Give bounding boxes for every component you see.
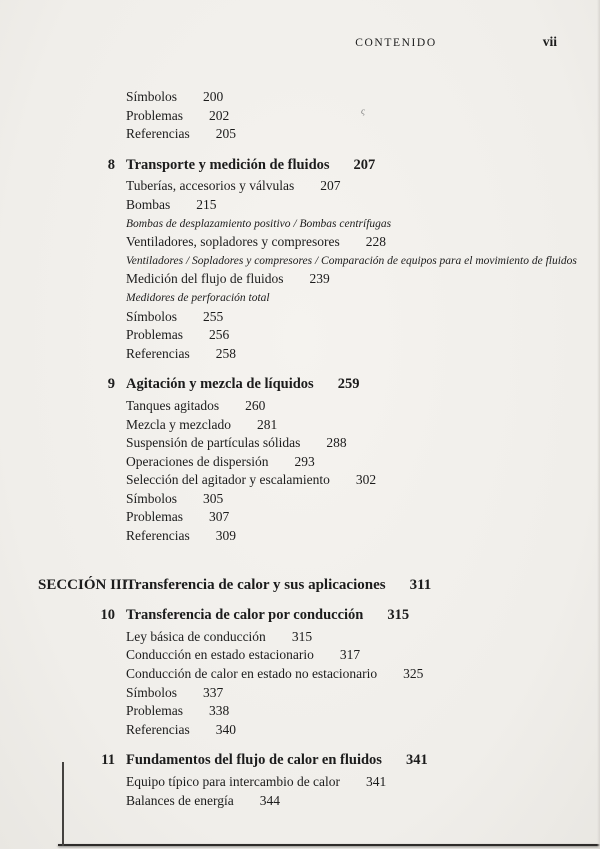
toc-entry-page-number: 340 xyxy=(215,721,236,737)
toc-chapter-number: 9 xyxy=(107,376,115,393)
toc-entry-page-number: 260 xyxy=(245,397,266,413)
toc-row-item xyxy=(0,628,600,647)
toc-row-item xyxy=(0,397,600,416)
toc-entry-label: Medición del flujo de fluidos xyxy=(126,271,284,287)
toc-entry-page-number: 258 xyxy=(215,345,236,361)
page-header-title: CONTENIDO xyxy=(355,37,437,49)
toc-entry-page-number: 315 xyxy=(387,607,410,624)
toc-entry-label: Ley básica de conducción xyxy=(126,628,266,644)
toc-row-item xyxy=(0,233,600,252)
toc-row-item xyxy=(0,345,600,364)
toc-entry-page-number: 228 xyxy=(365,234,386,250)
toc-row-chapter xyxy=(0,751,600,770)
toc-row-chapter xyxy=(0,375,600,394)
scan-bottom-edge-line xyxy=(58,844,600,846)
toc-row-item xyxy=(0,684,600,703)
toc-entry-label: Fundamentos del flujo de calor en fluidos xyxy=(126,752,382,769)
toc-entry-page-number: 302 xyxy=(355,472,377,488)
toc-entry-label: Mezcla y mezclado xyxy=(126,416,231,432)
toc-entry-label: Bombas xyxy=(126,196,171,212)
toc-chapter-number: 11 xyxy=(101,752,115,769)
toc-row-item xyxy=(0,471,600,490)
toc-row-item xyxy=(0,665,600,684)
toc-entry-label: Referencias xyxy=(126,345,190,361)
toc-entry-label: Tanques agitados xyxy=(126,397,220,413)
toc-entry-label: Conducción de calor en estado no estacionario xyxy=(126,666,378,682)
toc-entry-label: Problemas xyxy=(126,107,183,123)
toc-entry-page-number: 288 xyxy=(326,435,347,451)
toc-entry-page-number: 341 xyxy=(366,774,387,789)
toc-entry-label: Transferencia de calor por conducción xyxy=(126,607,364,624)
toc-entry-label: Referencias xyxy=(126,721,190,737)
toc-entry-page-number: 215 xyxy=(196,196,217,212)
page-number: vii xyxy=(542,34,557,49)
toc-entry-label: Símbolos xyxy=(126,308,178,324)
toc-entry-label: Referencias xyxy=(126,528,190,544)
toc-entry-page-number: 337 xyxy=(203,684,224,700)
toc-entry-label: Medidores de perforación total xyxy=(126,291,270,304)
toc-row-item xyxy=(0,721,600,740)
toc-entry-label: Símbolos xyxy=(126,89,178,104)
toc-entry-page-number: 307 xyxy=(209,509,230,525)
toc-entry-label: Balances de energía xyxy=(126,792,234,808)
toc-entry-label: Agitación y mezcla de líquidos xyxy=(126,376,314,393)
toc-row-item xyxy=(0,508,600,527)
toc-entry-page-number: 311 xyxy=(409,576,432,593)
toc-entry-label: Problemas xyxy=(126,327,183,343)
toc-section-number: SECCIÓN III xyxy=(38,576,128,593)
toc-row-item xyxy=(0,490,600,509)
toc-row-item xyxy=(0,646,600,665)
toc-entry-page-number: 341 xyxy=(405,752,428,769)
toc-row-item xyxy=(0,308,600,327)
toc-entry-label: Ventiladores, sopladores y compresores xyxy=(126,234,340,250)
toc-entry-page-number: 293 xyxy=(294,453,315,469)
toc-entry-label: Equipo típico para intercambio de calor xyxy=(126,774,341,789)
toc-row-chapter xyxy=(0,606,600,625)
toc-entry-label: Conducción en estado estacionario xyxy=(126,647,314,663)
toc-entry-label: Ventiladores / Sopladores y compresores / Comparación de equipos para el movimiento de fluidos xyxy=(126,254,577,267)
toc-entry-page-number: 207 xyxy=(320,178,341,194)
toc-entry-page-number: 207 xyxy=(353,156,376,173)
toc-chapter-number: 10 xyxy=(100,607,115,624)
toc-entry-label: Problemas xyxy=(126,703,183,719)
toc-entry-page-number: 259 xyxy=(337,376,360,393)
scan-left-edge-line xyxy=(62,762,64,846)
toc-entry-page-number: 309 xyxy=(215,528,236,544)
toc-entry-page-number: 255 xyxy=(203,308,224,324)
toc-entry-label: Referencias xyxy=(126,126,190,142)
toc-row-item xyxy=(0,773,600,792)
toc-entry-label: Símbolos xyxy=(126,684,178,700)
toc-entry-page-number: 281 xyxy=(256,416,278,432)
toc-row-item xyxy=(0,196,600,215)
toc-chapter-number: 8 xyxy=(107,156,115,173)
toc-entry-page-number: 200 xyxy=(203,89,224,104)
toc-entry-page-number: 325 xyxy=(403,666,424,682)
toc-entry-label: Tuberías, accesorios y válvulas xyxy=(126,178,295,194)
toc-row-italic xyxy=(0,252,600,271)
toc-entry-page-number: 202 xyxy=(209,107,230,123)
toc-row-chapter xyxy=(0,156,600,175)
toc-row-item xyxy=(0,434,600,453)
toc-entry-page-number: 256 xyxy=(209,327,230,343)
toc-entry-label: Bombas de desplazamiento positivo / Bombas centrífugas xyxy=(126,217,392,230)
toc-row-item xyxy=(0,527,600,546)
running-head xyxy=(0,34,557,50)
toc-entry-page-number: 344 xyxy=(259,792,280,808)
toc-row-item xyxy=(0,416,600,435)
toc-entry-label: Transferencia de calor y sus aplicaciones xyxy=(126,576,386,593)
toc-row-item xyxy=(0,88,600,107)
toc-entry-page-number: 315 xyxy=(291,628,313,644)
toc-row-item xyxy=(0,702,600,721)
toc-row-item xyxy=(0,107,600,126)
toc-entry-label: Selección del agitador y escalamiento xyxy=(126,472,330,488)
toc-row-item xyxy=(0,177,600,196)
toc-entry-page-number: 239 xyxy=(309,271,330,287)
toc-entry-page-number: 305 xyxy=(203,490,224,506)
toc-entry-label: Suspensión de partículas sólidas xyxy=(126,435,301,451)
toc-row-item xyxy=(0,792,600,811)
toc-entry-label: Transporte y medición de fluidos xyxy=(126,156,330,173)
toc-entry-page-number: 205 xyxy=(215,126,236,142)
toc-entry-label: Operaciones de dispersión xyxy=(126,453,269,469)
toc-entry-page-number: 317 xyxy=(339,647,361,663)
toc-row-item xyxy=(0,326,600,345)
toc-row-item xyxy=(0,270,600,289)
toc-row-item xyxy=(0,125,600,144)
toc-entry-page-number: 338 xyxy=(209,703,230,719)
toc-row-italic xyxy=(0,215,600,234)
toc-entry-label: Símbolos xyxy=(126,490,178,506)
toc-list xyxy=(0,88,600,810)
toc-row-item xyxy=(0,453,600,472)
toc-row-section xyxy=(0,576,600,595)
scan-smudge-artifact: ς xyxy=(360,105,366,118)
toc-row-italic xyxy=(0,289,600,308)
toc-entry-label: Problemas xyxy=(126,509,183,525)
